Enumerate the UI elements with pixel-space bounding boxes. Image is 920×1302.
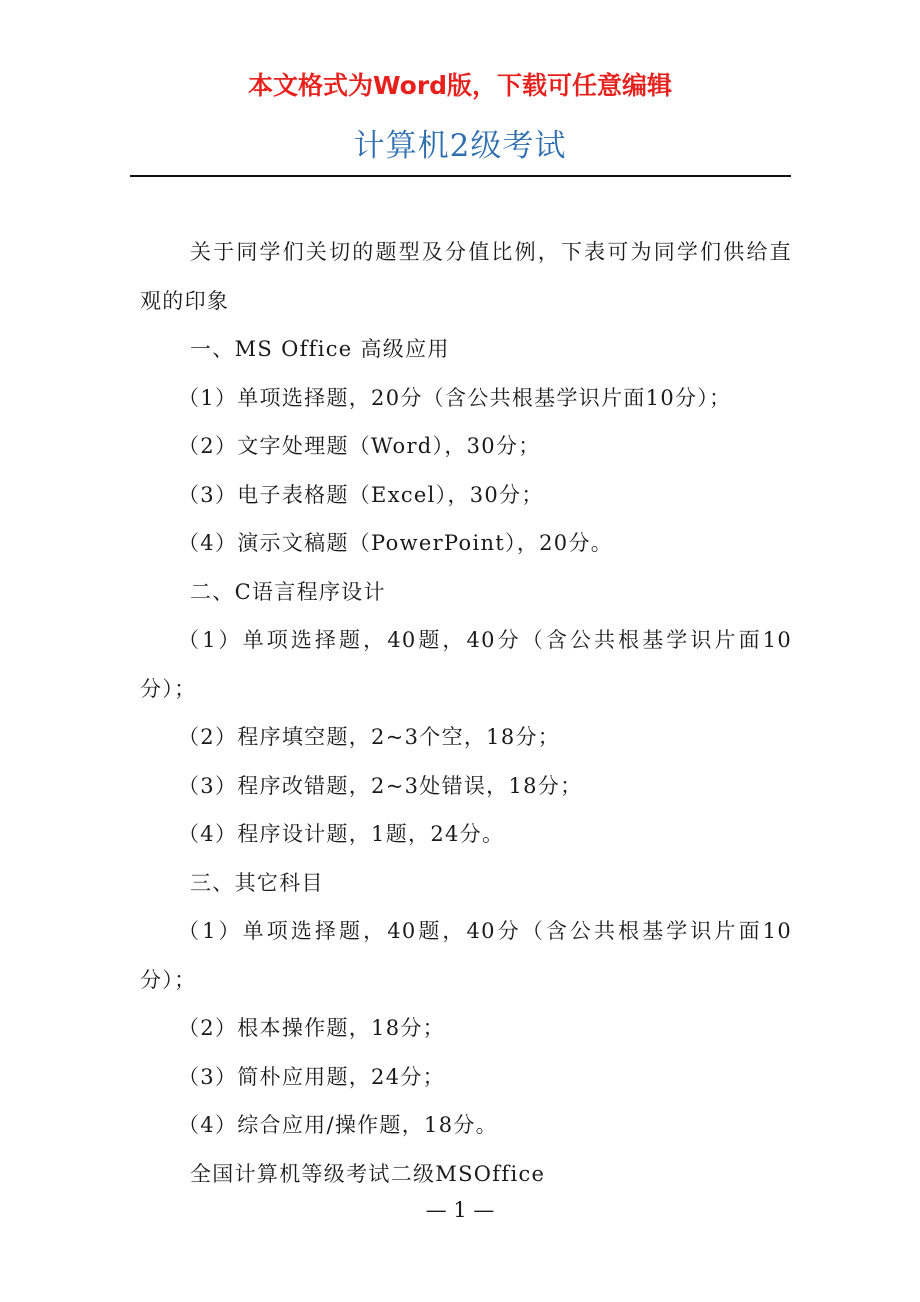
document-title: 计算机2级考试	[353, 128, 567, 164]
section1-item-3: （3）电子表格题（Excel），30分；	[178, 482, 544, 507]
section1-item-1: （1）单项选择题，20分（含公共根基学识片面10分）；	[178, 385, 732, 410]
section2-item-3: （3）程序改错题，2~3处错误，18分；	[178, 773, 583, 798]
closing-line: 全国计算机等级考试二级MSOffice	[190, 1161, 546, 1186]
document-body	[140, 228, 792, 1198]
intro-paragraph: 关于同学们关切的题型及分值比例，下表可为同学们供给直观的印象	[140, 240, 792, 313]
section3-item-3: （3）简朴应用题，24分；	[178, 1064, 445, 1089]
section1-item-4: （4）演示文稿题（PowerPoint），20分。	[178, 531, 614, 555]
format-notice-banner: 本文格式为Word版，下载可任意编辑	[247, 71, 673, 100]
page-number: — 1 —	[425, 1198, 495, 1222]
section2-item-1: （1）单项选择题，40题，40分（含公共根基学识片面10分）；	[140, 628, 792, 701]
section2-item-4: （4）程序设计题，1题，24分。	[178, 822, 505, 846]
section3-item-1: （1）单项选择题，40题，40分（含公共根基学识片面10分）；	[140, 919, 792, 992]
section3-heading: 三、其它科目	[190, 870, 324, 895]
section1-heading: 一、MS Office 高级应用	[190, 337, 450, 361]
section3-item-2: （2）根本操作题，18分；	[178, 1016, 445, 1040]
section1-item-2: （2）文字处理题（Word），30分；	[178, 434, 541, 458]
section3-item-4: （4）综合应用/操作题，18分。	[178, 1113, 498, 1137]
section2-heading: 二、C语言程序设计	[190, 579, 386, 604]
title-divider	[130, 175, 791, 177]
section2-item-2: （2）程序填空题，2~3个空，18分；	[178, 725, 561, 749]
